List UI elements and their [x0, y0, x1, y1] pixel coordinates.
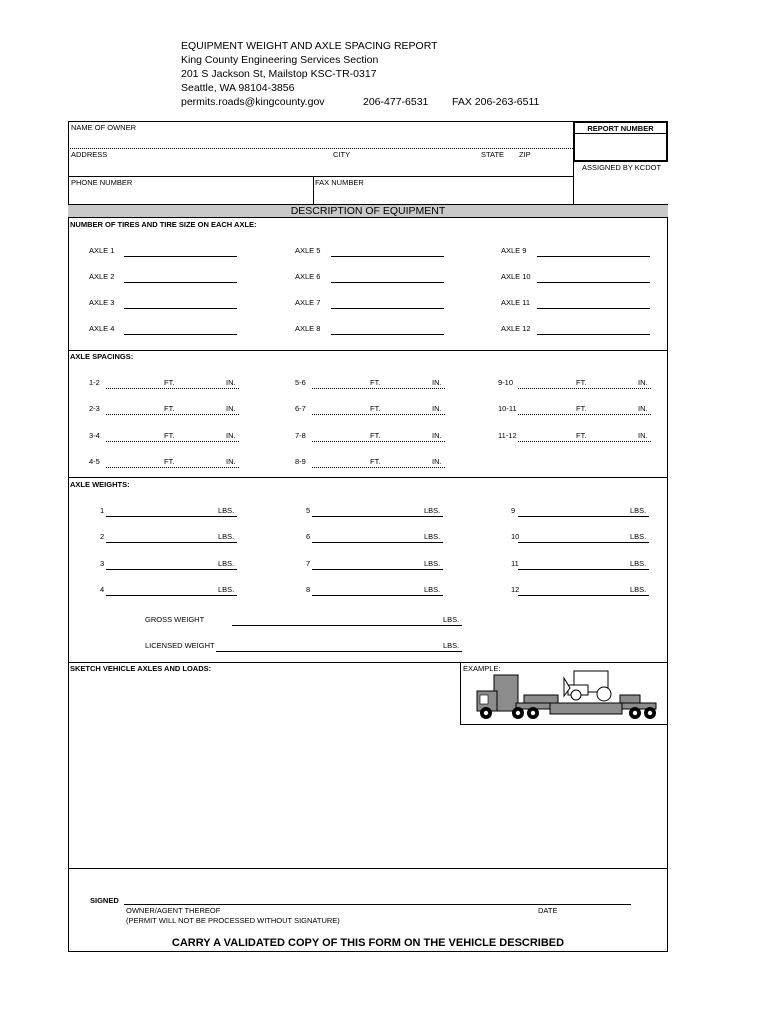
- signature-field[interactable]: [124, 904, 631, 905]
- lbs-unit: LBS.: [218, 559, 235, 568]
- axle-label: AXLE 3: [89, 298, 115, 307]
- axle-label: AXLE 7: [295, 298, 321, 307]
- axle-tire-field[interactable]: [124, 256, 237, 257]
- axle-tire-field[interactable]: [537, 282, 650, 283]
- in-unit: IN.: [638, 404, 648, 413]
- spacing-field[interactable]: [312, 414, 445, 415]
- axle-label: AXLE 12: [501, 324, 531, 333]
- ft-unit: FT.: [370, 431, 381, 440]
- agency-city: Seattle, WA 98104-3856: [181, 82, 295, 94]
- weight-field[interactable]: [312, 569, 443, 570]
- description-header: DESCRIPTION OF EQUIPMENT: [68, 204, 668, 218]
- weight-axle-label: 10: [511, 532, 520, 541]
- ft-unit: FT.: [576, 378, 587, 387]
- axle-tire-field[interactable]: [537, 334, 650, 335]
- weight-axle-label: 5: [306, 506, 311, 515]
- ft-unit: FT.: [164, 378, 175, 387]
- weight-axle-label: 7: [306, 559, 311, 568]
- axle-tire-field[interactable]: [124, 282, 237, 283]
- weight-field[interactable]: [518, 569, 649, 570]
- sketch-label: SKETCH VEHICLE AXLES AND LOADS:: [70, 664, 212, 673]
- weight-axle-label: 6: [306, 532, 311, 541]
- spacing-label: 5-6: [295, 378, 306, 387]
- weight-axle-label: 12: [511, 585, 520, 594]
- in-unit: IN.: [432, 404, 442, 413]
- gross-weight-label: GROSS WEIGHT: [145, 615, 205, 624]
- spacing-field[interactable]: [312, 441, 445, 442]
- weight-axle-label: 2: [100, 532, 105, 541]
- spacing-label: 7-8: [295, 431, 306, 440]
- spacing-field[interactable]: [106, 388, 239, 389]
- ft-unit: FT.: [164, 457, 175, 466]
- axle-label: AXLE 1: [89, 246, 115, 255]
- weight-field[interactable]: [106, 595, 237, 596]
- axle-label: AXLE 8: [295, 324, 321, 333]
- weight-axle-label: 3: [100, 559, 105, 568]
- in-unit: IN.: [226, 431, 236, 440]
- weight-field[interactable]: [518, 542, 649, 543]
- weight-axle-label: 1: [100, 506, 105, 515]
- ft-unit: FT.: [370, 378, 381, 387]
- axle-tire-field[interactable]: [331, 256, 444, 257]
- gross-weight-unit: LBS.: [443, 615, 460, 624]
- axle-label: AXLE 11: [501, 298, 531, 307]
- axle-label: AXLE 2: [89, 272, 115, 281]
- signature-note: (PERMIT WILL NOT BE PROCESSED WITHOUT SIGNATURE): [126, 916, 340, 925]
- axle-tire-field[interactable]: [331, 308, 444, 309]
- in-unit: IN.: [432, 378, 442, 387]
- owner-agent-label: OWNER/AGENT THEREOF: [126, 906, 221, 915]
- lbs-unit: LBS.: [218, 506, 235, 515]
- spacing-label: 11-12: [498, 431, 517, 440]
- axle-label: AXLE 4: [89, 324, 115, 333]
- weights-label: AXLE WEIGHTS:: [70, 480, 130, 489]
- lbs-unit: LBS.: [218, 585, 235, 594]
- phone-label: PHONE NUMBER: [71, 178, 133, 187]
- axle-label: AXLE 9: [501, 246, 527, 255]
- lbs-unit: LBS.: [424, 585, 441, 594]
- ft-unit: FT.: [370, 404, 381, 413]
- agency-address: 201 S Jackson St, Mailstop KSC-TR-0317: [181, 68, 377, 80]
- spacings-label: AXLE SPACINGS:: [70, 352, 134, 361]
- agency-name: King County Engineering Services Section: [181, 54, 379, 66]
- spacing-field[interactable]: [106, 414, 239, 415]
- axle-tire-field[interactable]: [537, 256, 650, 257]
- weight-field[interactable]: [312, 516, 443, 517]
- lbs-unit: LBS.: [630, 585, 647, 594]
- agency-phone: 206-477-6531: [363, 96, 429, 108]
- address-field[interactable]: [78, 159, 568, 174]
- spacing-label: 4-5: [89, 457, 100, 466]
- address-label: ADDRESS: [71, 150, 108, 159]
- axle-label: AXLE 10: [501, 272, 531, 281]
- agency-email: permits.roads@kingcounty.gov: [181, 96, 325, 108]
- weight-axle-label: 9: [511, 506, 516, 515]
- form-title: EQUIPMENT WEIGHT AND AXLE SPACING REPORT: [181, 40, 438, 52]
- licensed-weight-field[interactable]: [216, 651, 462, 652]
- state-label: STATE: [481, 150, 505, 159]
- axle-tire-field[interactable]: [537, 308, 650, 309]
- weight-axle-label: 8: [306, 585, 311, 594]
- sketch-area[interactable]: [72, 676, 458, 864]
- in-unit: IN.: [226, 378, 236, 387]
- signed-label: SIGNED: [90, 896, 119, 905]
- in-unit: IN.: [432, 431, 442, 440]
- phone-field[interactable]: [78, 187, 308, 202]
- spacing-label: 1-2: [89, 378, 100, 387]
- example-label: EXAMPLE:: [463, 664, 501, 673]
- licensed-weight-unit: LBS.: [443, 641, 460, 650]
- lbs-unit: LBS.: [424, 532, 441, 541]
- in-unit: IN.: [638, 431, 648, 440]
- spacing-label: 6-7: [295, 404, 306, 413]
- licensed-weight-label: LICENSED WEIGHT: [145, 641, 215, 650]
- lbs-unit: LBS.: [424, 559, 441, 568]
- agency-fax: FAX 206-263-6511: [452, 96, 540, 108]
- weight-field[interactable]: [106, 542, 237, 543]
- lbs-unit: LBS.: [630, 532, 647, 541]
- footer-notice: CARRY A VALIDATED COPY OF THIS FORM ON THE VEHICLE DESCRIBED: [171, 937, 565, 949]
- spacing-field[interactable]: [312, 388, 445, 389]
- spacing-field[interactable]: [518, 388, 651, 389]
- zip-label: ZIP: [519, 150, 531, 159]
- city-label: CITY: [333, 150, 351, 159]
- truck-example-illustration: [470, 668, 666, 723]
- in-unit: IN.: [638, 378, 648, 387]
- spacing-label: 9-10: [498, 378, 514, 387]
- weight-field[interactable]: [518, 516, 649, 517]
- tires-label: NUMBER OF TIRES AND TIRE SIZE ON EACH AXLE:: [70, 220, 257, 229]
- lbs-unit: LBS.: [424, 506, 441, 515]
- axle-tire-field[interactable]: [124, 308, 237, 309]
- in-unit: IN.: [226, 404, 236, 413]
- gross-weight-field[interactable]: [232, 625, 462, 626]
- weight-field[interactable]: [312, 542, 443, 543]
- ft-unit: FT.: [576, 404, 587, 413]
- fax-field[interactable]: [320, 187, 568, 202]
- spacing-field[interactable]: [518, 441, 651, 442]
- weight-field[interactable]: [106, 569, 237, 570]
- weight-field[interactable]: [106, 516, 237, 517]
- axle-tire-field[interactable]: [331, 282, 444, 283]
- axle-tire-field[interactable]: [124, 334, 237, 335]
- spacing-label: 10-11: [498, 404, 517, 413]
- spacing-field[interactable]: [106, 467, 239, 468]
- ft-unit: FT.: [576, 431, 587, 440]
- owner-name-label: NAME OF OWNER: [71, 123, 136, 132]
- spacing-label: 8-9: [295, 457, 306, 466]
- weight-axle-label: 4: [100, 585, 105, 594]
- weight-axle-label: 11: [511, 559, 519, 568]
- weight-field[interactable]: [312, 595, 443, 596]
- lbs-unit: LBS.: [630, 559, 647, 568]
- assigned-by-label: ASSIGNED BY KCDOT: [582, 163, 662, 172]
- axle-label: AXLE 5: [295, 246, 321, 255]
- axle-tire-field[interactable]: [331, 334, 444, 335]
- owner-name-field[interactable]: [78, 131, 568, 146]
- report-number-label: REPORT NUMBER: [587, 124, 654, 133]
- ft-unit: FT.: [370, 457, 381, 466]
- spacing-field[interactable]: [312, 467, 445, 468]
- in-unit: IN.: [226, 457, 236, 466]
- spacing-field[interactable]: [518, 414, 651, 415]
- fax-label: FAX NUMBER: [315, 178, 364, 187]
- axle-label: AXLE 6: [295, 272, 321, 281]
- date-label: DATE: [538, 906, 558, 915]
- spacing-label: 3-4: [89, 431, 100, 440]
- ft-unit: FT.: [164, 404, 175, 413]
- lbs-unit: LBS.: [630, 506, 647, 515]
- weight-field[interactable]: [518, 595, 649, 596]
- spacing-field[interactable]: [106, 441, 239, 442]
- ft-unit: FT.: [164, 431, 175, 440]
- lbs-unit: LBS.: [218, 532, 235, 541]
- spacing-label: 2-3: [89, 404, 100, 413]
- in-unit: IN.: [432, 457, 442, 466]
